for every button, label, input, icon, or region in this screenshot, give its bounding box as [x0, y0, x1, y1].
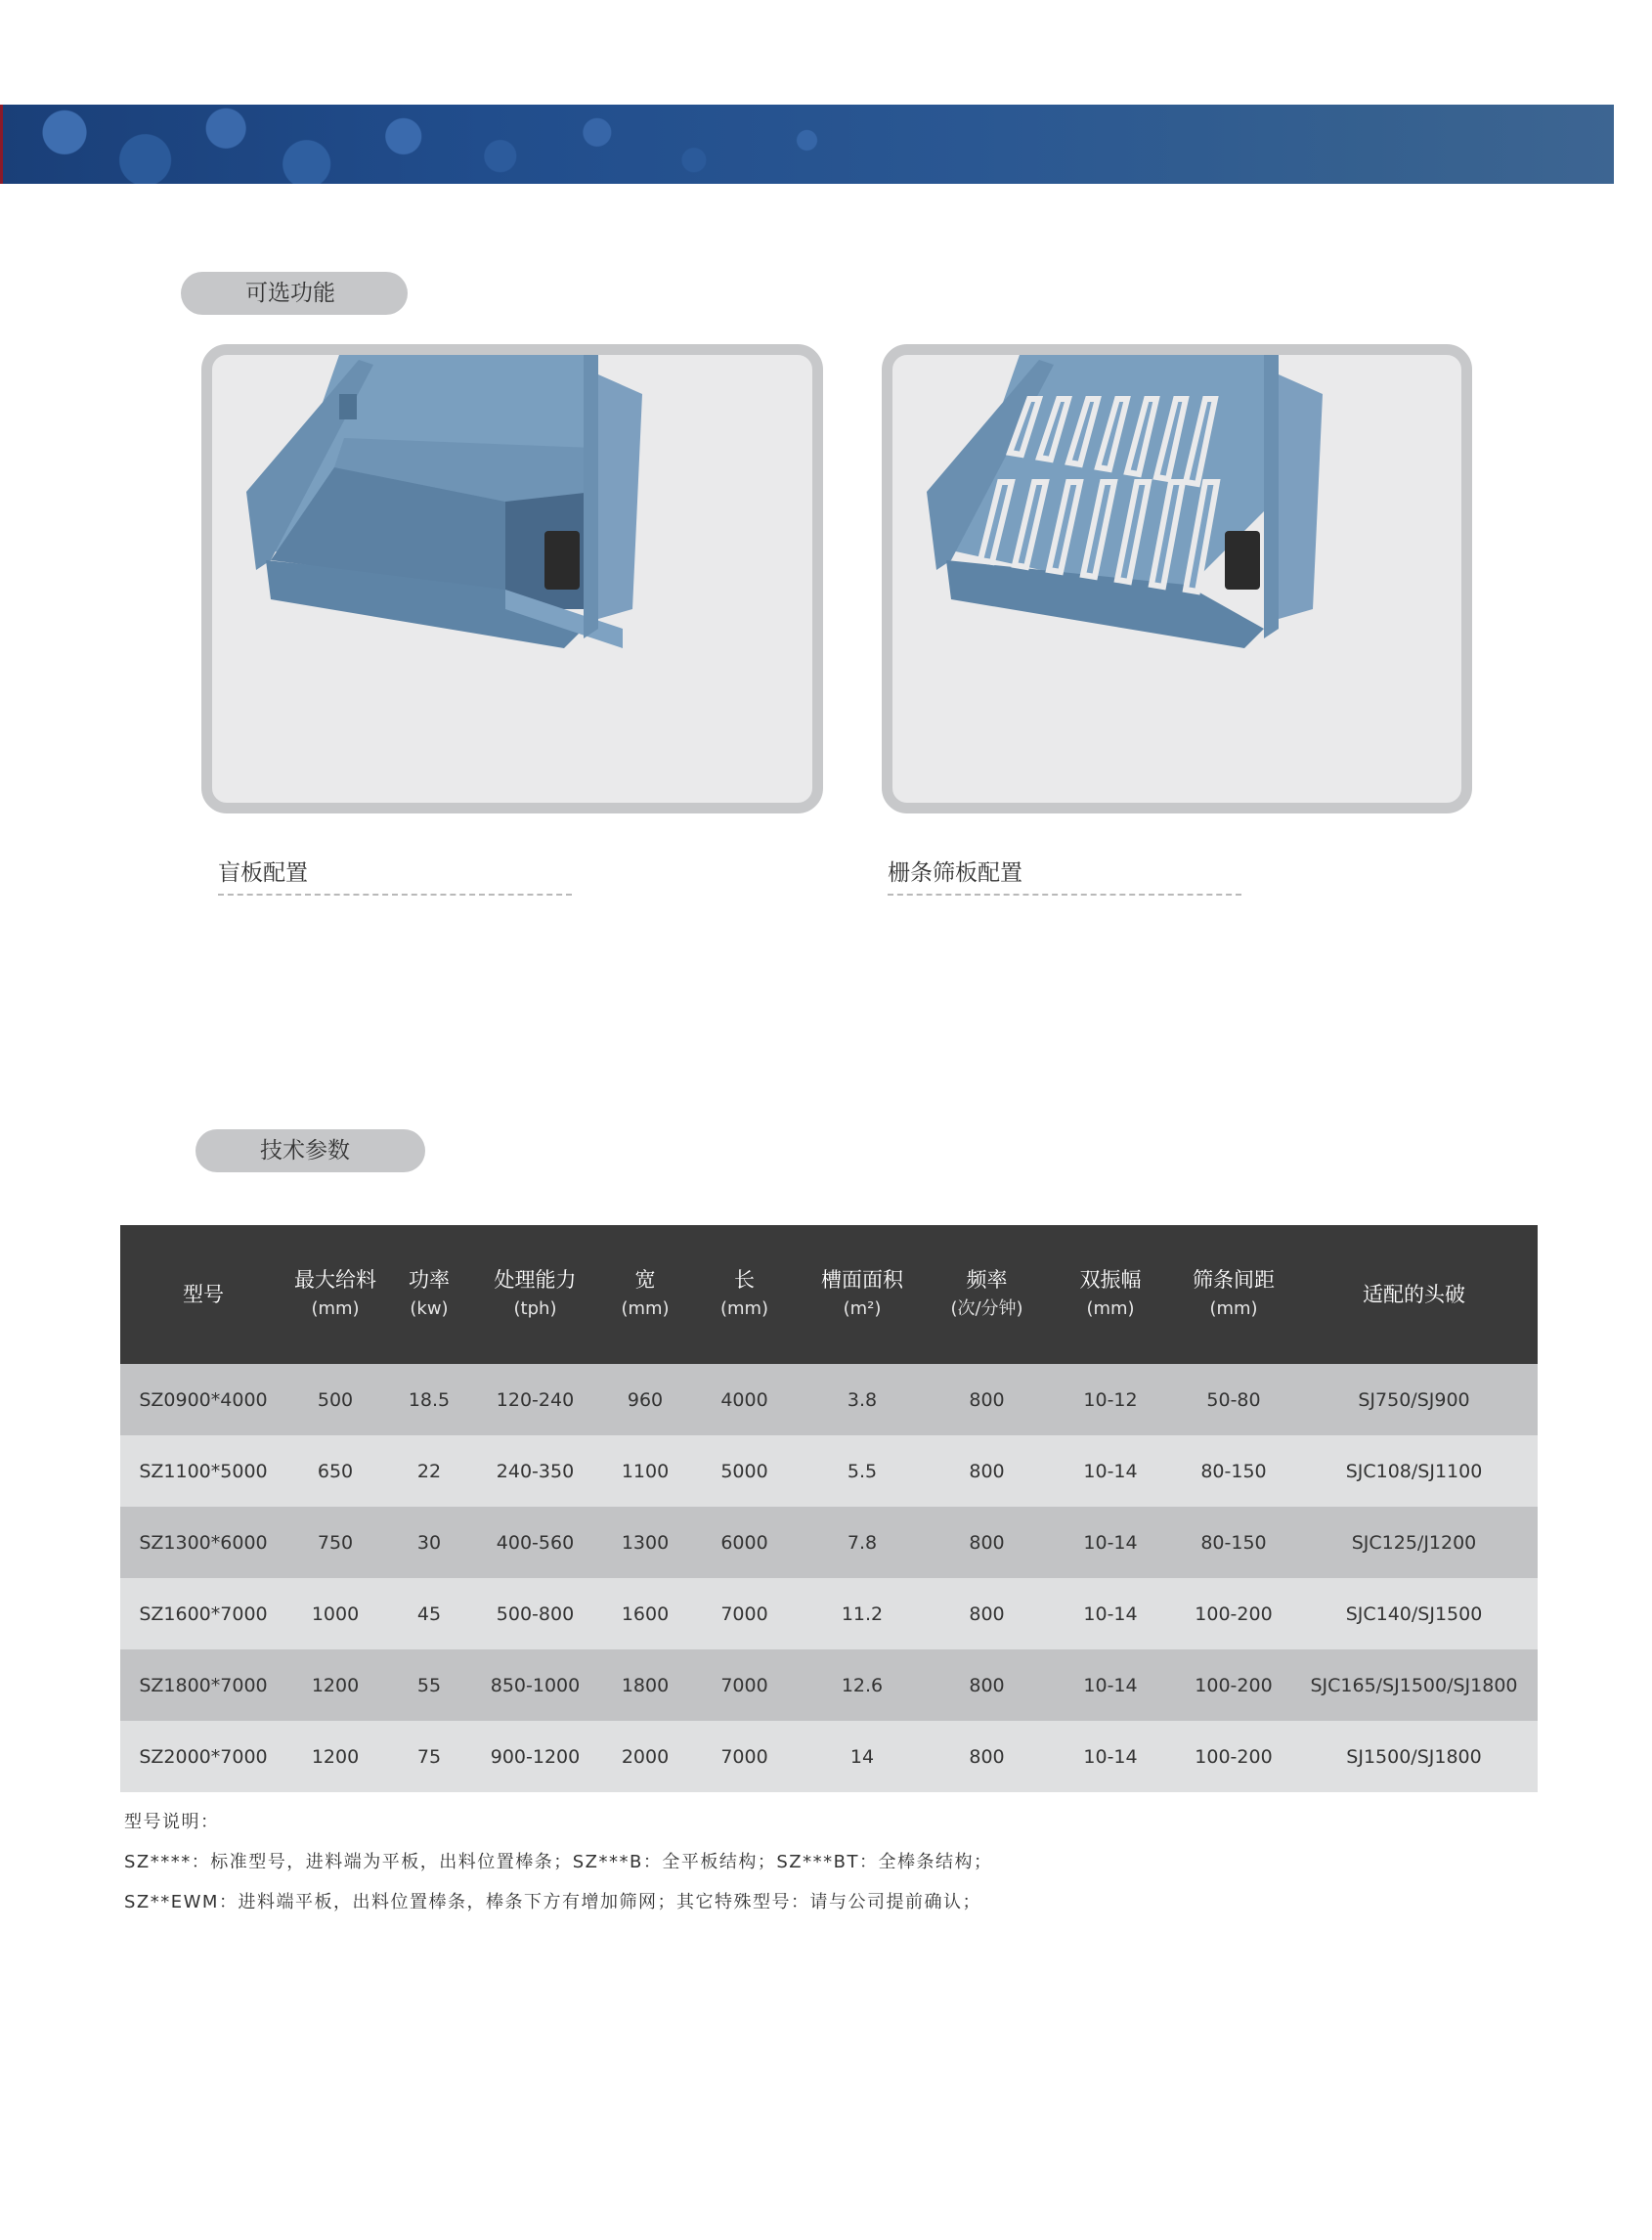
- col-header-bar-spacing: [1177, 1225, 1290, 1364]
- table-cell: 80-150: [1177, 1435, 1290, 1507]
- header-label: 双振幅: [1079, 1268, 1142, 1292]
- notes-heading: 型号说明：: [124, 1812, 220, 1832]
- table-cell: 800: [930, 1364, 1044, 1435]
- table-cell: 10-14: [1044, 1578, 1177, 1649]
- header-label: 最大给料: [294, 1268, 376, 1292]
- header-unit: (次/分钟): [950, 1298, 1023, 1319]
- section-title-spec-text: 技术参数: [260, 1138, 350, 1164]
- table-cell: SZ1800*7000: [120, 1649, 286, 1721]
- header-unit: (tph): [513, 1298, 557, 1319]
- col-header-crusher: [1290, 1225, 1538, 1364]
- table-cell: SJC165/SJ1500/SJ1800: [1290, 1649, 1538, 1721]
- table-cell: 10-12: [1044, 1364, 1177, 1435]
- image-blind-plate: [201, 344, 823, 813]
- table-cell: SZ2000*7000: [120, 1721, 286, 1792]
- table-cell: 10-14: [1044, 1435, 1177, 1507]
- table-cell: 500: [286, 1364, 384, 1435]
- table-cell: 10-14: [1044, 1507, 1177, 1578]
- table-cell: 7000: [694, 1649, 795, 1721]
- table-cell: 1100: [596, 1435, 694, 1507]
- header-unit: (m²): [843, 1298, 882, 1319]
- header-label: 槽面面积: [821, 1268, 903, 1292]
- table-cell: 1200: [286, 1721, 384, 1792]
- table-cell: 100-200: [1177, 1649, 1290, 1721]
- col-header-model: [120, 1225, 286, 1364]
- table-cell: 75: [384, 1721, 474, 1792]
- section-title-spec: [196, 1129, 425, 1172]
- table-row: [120, 1364, 1538, 1435]
- table-header-row: [120, 1225, 1538, 1364]
- table-cell: 4000: [694, 1364, 795, 1435]
- notes-line-1: SZ****：标准型号，进料端为平板，出料位置棒条；SZ***B：全平板结构；SZ***BT：全棒条结构；: [124, 1852, 993, 1872]
- col-header-area: [795, 1225, 930, 1364]
- table-cell: 5.5: [795, 1435, 930, 1507]
- table-cell: 1000: [286, 1578, 384, 1649]
- table-cell: 55: [384, 1649, 474, 1721]
- table-cell: 850-1000: [474, 1649, 596, 1721]
- table-row: [120, 1649, 1538, 1721]
- table-cell: 30: [384, 1507, 474, 1578]
- header-banner: [0, 105, 1614, 184]
- model-notes: [124, 1809, 992, 1929]
- col-header-length: [694, 1225, 795, 1364]
- table-cell: SJC140/SJ1500: [1290, 1578, 1538, 1649]
- col-header-frequency: [930, 1225, 1044, 1364]
- table-cell: 120-240: [474, 1364, 596, 1435]
- table-cell: 10-14: [1044, 1649, 1177, 1721]
- table-cell: 800: [930, 1649, 1044, 1721]
- col-header-amplitude: [1044, 1225, 1177, 1364]
- table-cell: SJ1500/SJ1800: [1290, 1721, 1538, 1792]
- table-cell: 7000: [694, 1721, 795, 1792]
- header-unit: (mm): [1086, 1298, 1135, 1319]
- section-title-optional: [181, 272, 408, 315]
- table-cell: 1800: [596, 1649, 694, 1721]
- table-cell: SZ1100*5000: [120, 1435, 286, 1507]
- table-cell: 2000: [596, 1721, 694, 1792]
- header-unit: (mm): [1209, 1298, 1258, 1319]
- table-cell: 7000: [694, 1578, 795, 1649]
- col-header-power: [384, 1225, 474, 1364]
- header-unit: (kw): [410, 1298, 449, 1319]
- table-cell: 1200: [286, 1649, 384, 1721]
- table-cell: 1600: [596, 1578, 694, 1649]
- table-cell: 100-200: [1177, 1578, 1290, 1649]
- notes-line-2: SZ**EWM：进料端平板，出料位置棒条，棒条下方有增加筛网；其它特殊型号：请与公司提前确认；: [124, 1892, 981, 1912]
- header-label: 筛条间距: [1193, 1268, 1275, 1292]
- table-cell: 800: [930, 1507, 1044, 1578]
- table-cell: 650: [286, 1435, 384, 1507]
- header-label: 型号: [183, 1283, 224, 1306]
- table-row: [120, 1507, 1538, 1578]
- feeder-grizzly-bar-illustration: [892, 355, 1461, 803]
- col-header-capacity: [474, 1225, 596, 1364]
- table-cell: 500-800: [474, 1578, 596, 1649]
- table-cell: 45: [384, 1578, 474, 1649]
- table-cell: 800: [930, 1721, 1044, 1792]
- caption-underline-2: [888, 894, 1241, 896]
- table-cell: 400-560: [474, 1507, 596, 1578]
- table-cell: 22: [384, 1435, 474, 1507]
- table-cell: 800: [930, 1435, 1044, 1507]
- table-row: [120, 1435, 1538, 1507]
- table-cell: 50-80: [1177, 1364, 1290, 1435]
- feeder-blind-plate-illustration: [212, 355, 812, 803]
- image-grizzly-bar: [882, 344, 1472, 813]
- table-cell: 14: [795, 1721, 930, 1792]
- table-cell: 7.8: [795, 1507, 930, 1578]
- caption-blind-plate: 盲板配置: [218, 860, 308, 886]
- table-cell: 100-200: [1177, 1721, 1290, 1792]
- table-cell: 10-14: [1044, 1721, 1177, 1792]
- caption-grizzly-bar: 栅条筛板配置: [888, 860, 1022, 886]
- table-cell: 6000: [694, 1507, 795, 1578]
- header-label: 适配的头破: [1363, 1283, 1465, 1306]
- table-row: [120, 1721, 1538, 1792]
- header-unit: (mm): [719, 1298, 769, 1319]
- table-cell: 1300: [596, 1507, 694, 1578]
- header-label: 处理能力: [494, 1268, 577, 1292]
- table-cell: 11.2: [795, 1578, 930, 1649]
- table-cell: SJC108/SJ1100: [1290, 1435, 1538, 1507]
- header-unit: (mm): [621, 1298, 670, 1319]
- header-label: 宽: [634, 1268, 656, 1292]
- table-cell: 800: [930, 1578, 1044, 1649]
- table-row: [120, 1578, 1538, 1649]
- table-cell: 18.5: [384, 1364, 474, 1435]
- section-title-optional-text: 可选功能: [245, 281, 335, 306]
- table-cell: 80-150: [1177, 1507, 1290, 1578]
- table-cell: 12.6: [795, 1649, 930, 1721]
- caption-underline-1: [218, 894, 572, 896]
- table-cell: 900-1200: [474, 1721, 596, 1792]
- table-cell: 3.8: [795, 1364, 930, 1435]
- table-cell: SJC125/J1200: [1290, 1507, 1538, 1578]
- table-cell: SZ1600*7000: [120, 1578, 286, 1649]
- table-cell: SZ1300*6000: [120, 1507, 286, 1578]
- table-cell: SJ750/SJ900: [1290, 1364, 1538, 1435]
- spec-table-body: [120, 1364, 1538, 1792]
- col-header-width: [596, 1225, 694, 1364]
- table-cell: SZ0900*4000: [120, 1364, 286, 1435]
- spec-table: [120, 1225, 1538, 1792]
- header-label: 频率: [966, 1268, 1008, 1292]
- table-cell: 240-350: [474, 1435, 596, 1507]
- table-cell: 750: [286, 1507, 384, 1578]
- header-unit: (mm): [311, 1298, 360, 1319]
- banner-edge: [0, 105, 3, 184]
- header-label: 功率: [409, 1268, 450, 1292]
- table-cell: 5000: [694, 1435, 795, 1507]
- header-label: 长: [734, 1268, 755, 1292]
- table-cell: 960: [596, 1364, 694, 1435]
- col-header-max-feed: [286, 1225, 384, 1364]
